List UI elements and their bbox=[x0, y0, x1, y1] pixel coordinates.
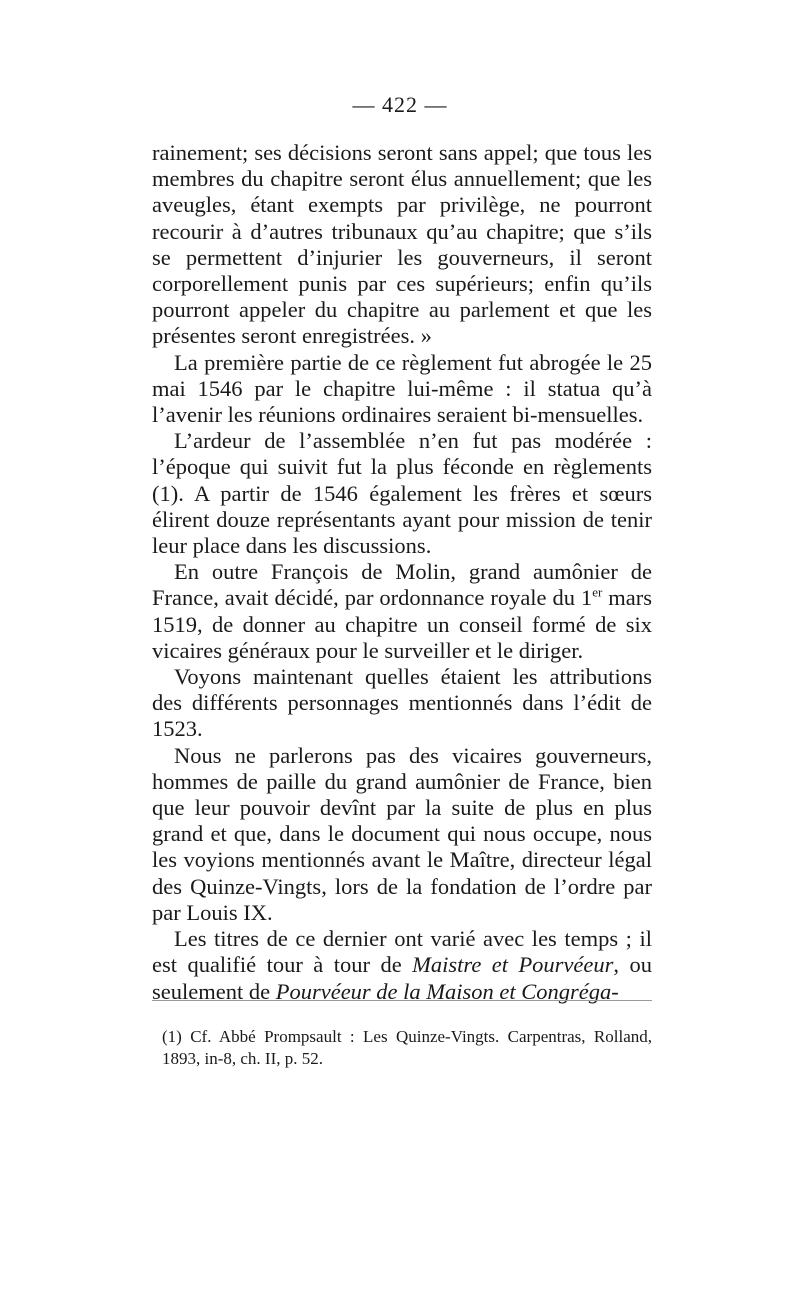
paragraph-6: Nous ne parlerons pas des vicaires gouverneurs, hommes de paille du grand aumônier de France, bien que leur pouvoir devînt par la suite de plus en plus grand et que, dans le document qui nous occupe, nous les voyions mentionnés avant le Maître, directeur légal des Quinze-Vingts, lors de la fondation de l’ordre par par Louis IX. bbox=[152, 742, 652, 925]
paragraph-7 bbox=[152, 926, 652, 1005]
paragraph-2: La première partie de ce règlement fut abrogée le 25 mai 1546 par le chapitre lui-même : il statua qu’à l’avenir les réunions ordinaires seraient bi-mensuelles. bbox=[152, 349, 652, 428]
paragraph-4-text-a: En outre François de Molin, grand aumônier de France, avait décidé, par ordonnance royale du 1 bbox=[152, 559, 652, 611]
body-text bbox=[152, 140, 652, 1005]
italic-title-2: Pourvéeur de la Maison et Congréga- bbox=[275, 978, 619, 1004]
italic-title-1: Maistre et Pourvéeur bbox=[412, 952, 614, 978]
paragraph-3: L’ardeur de l’assemblée n’en fut pas modérée : l’époque qui suivit fut la plus féconde en règlements (1). A partir de 1546 également les frères et sœurs élirent douze représentants ayant pour mission de tenir leur place dans les discussions. bbox=[152, 428, 652, 559]
paragraph-4-text-b: mars 1519, de donner au chapitre un conseil formé de six vicaires généraux pour le surveiller et le diriger. bbox=[152, 585, 652, 663]
paragraph-7-text-b: , ou seulement de bbox=[152, 952, 652, 1004]
paragraph-4 bbox=[152, 559, 652, 664]
footnote: (1) Cf. Abbé Prompsault : Les Quinze-Vingts. Carpentras, Rolland, 1893, in-8, ch. II, p. 52. bbox=[162, 1027, 652, 1068]
superscript-er: er bbox=[592, 584, 603, 600]
paragraph-7-text-a: Les titres de ce dernier ont varié avec les temps ; il est qualifié tour à tour de bbox=[152, 926, 652, 978]
paragraph-1: rainement; ses décisions seront sans appel; que tous les membres du chapitre seront élus annuellement; que les aveugles, étant exempts par privilège, ne pourront recourir à d’autres tribunaux qu’au chapitre; que s’ils se permettent d’injurier les gouverneurs, il seront corporellement punis par ces supérieurs; enfin qu’ils pourront appeler du chapitre au parlement et que les présentes seront enregistrées. » bbox=[152, 140, 652, 349]
footnote-divider bbox=[152, 1000, 652, 1001]
page-number: — 422 — bbox=[352, 92, 448, 117]
paragraph-5: Voyons maintenant quelles étaient les attributions des différents personnages mentionnés dans l’édit de 1523. bbox=[152, 664, 652, 742]
